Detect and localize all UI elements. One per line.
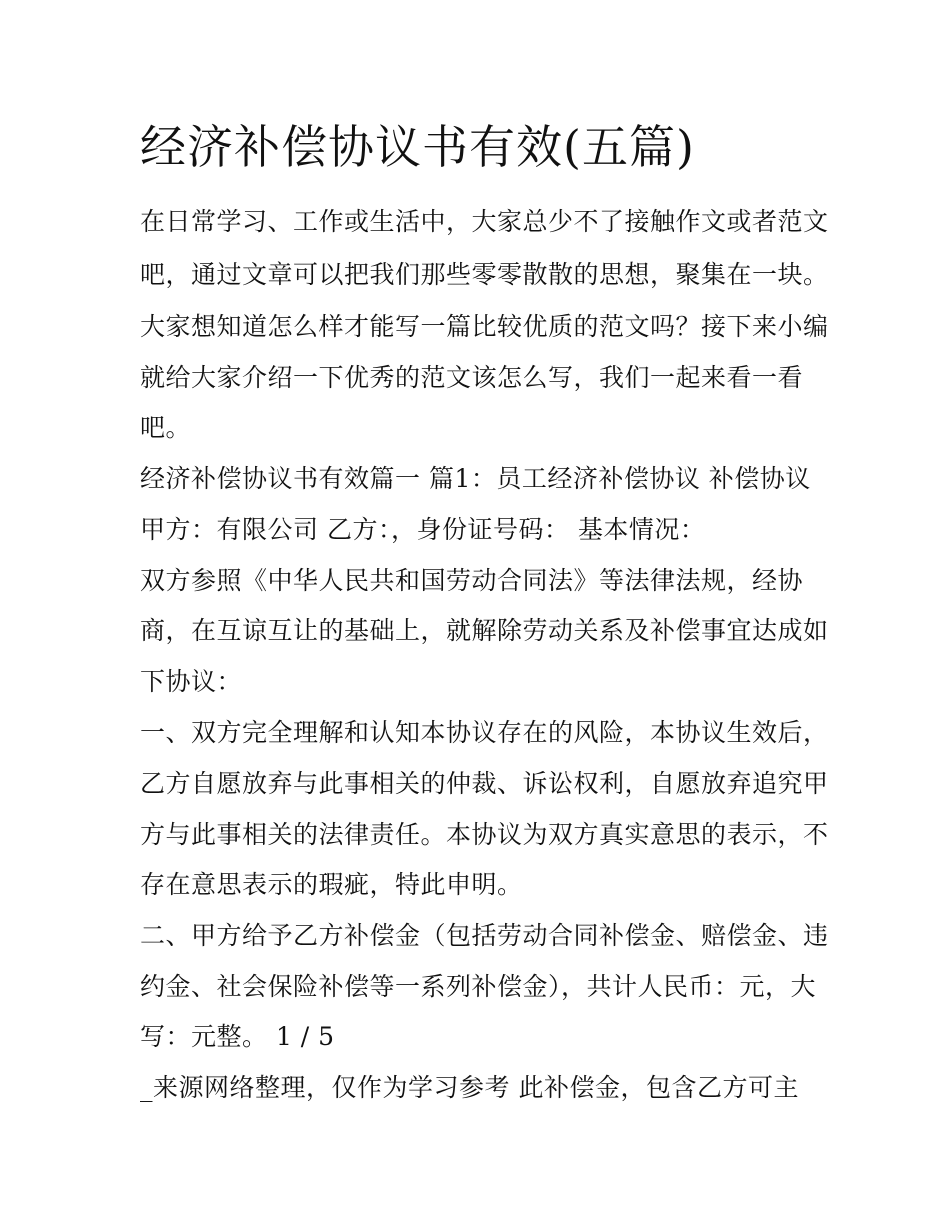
body-line: 双方参照《中华人民共和国劳动合同法》等法律法规，经协 <box>140 566 804 595</box>
body-line: 甲方：有限公司 乙方：，身份证号码： 基本情况： <box>140 515 706 544</box>
body-line: 在日常学习、工作或生活中，大家总少不了接触作文或者范文 <box>140 207 829 236</box>
body-line: 大家想知道怎么样才能写一篇比较优质的范文吗？接下来小编 <box>140 312 829 341</box>
body-line: 下协议： <box>140 667 243 696</box>
body-line: 就给大家介绍一下优秀的范文该怎么写，我们一起来看一看 <box>140 363 804 392</box>
body-line: 约金、社会保险补偿等一系列补偿金），共计人民币：元，大 <box>140 972 817 1001</box>
body-line: 方与此事相关的法律责任。本协议为双方真实意思的表示，不 <box>140 820 829 849</box>
body-line: 一、双方完全理解和认知本协议存在的风险，本协议生效后， <box>140 718 829 747</box>
body-line: _来源网络整理，仅作为学习参考 此补偿金，包含乙方可主 <box>140 1073 799 1102</box>
body-line: 写：元整。 1 / 5 <box>140 1022 335 1051</box>
body-line: 吧，通过文章可以把我们那些零零散散的思想，聚集在一块。 <box>140 260 829 289</box>
body-line: 吧。 <box>140 413 192 442</box>
document-title: 经济补偿协议书有效(五篇) <box>140 120 695 174</box>
body-line: 经济补偿协议书有效篇一 篇1：员工经济补偿协议 补偿协议 <box>140 464 811 493</box>
body-line: 商，在互谅互让的基础上，就解除劳动关系及补偿事宜达成如 <box>140 616 829 645</box>
body-line: 乙方自愿放弃与此事相关的仲裁、诉讼权利，自愿放弃追究甲 <box>140 769 829 798</box>
body-line: 二、甲方给予乙方补偿金（包括劳动合同补偿金、赔偿金、违 <box>140 921 829 950</box>
body-line: 存在意思表示的瑕疵，特此申明。 <box>140 870 523 899</box>
